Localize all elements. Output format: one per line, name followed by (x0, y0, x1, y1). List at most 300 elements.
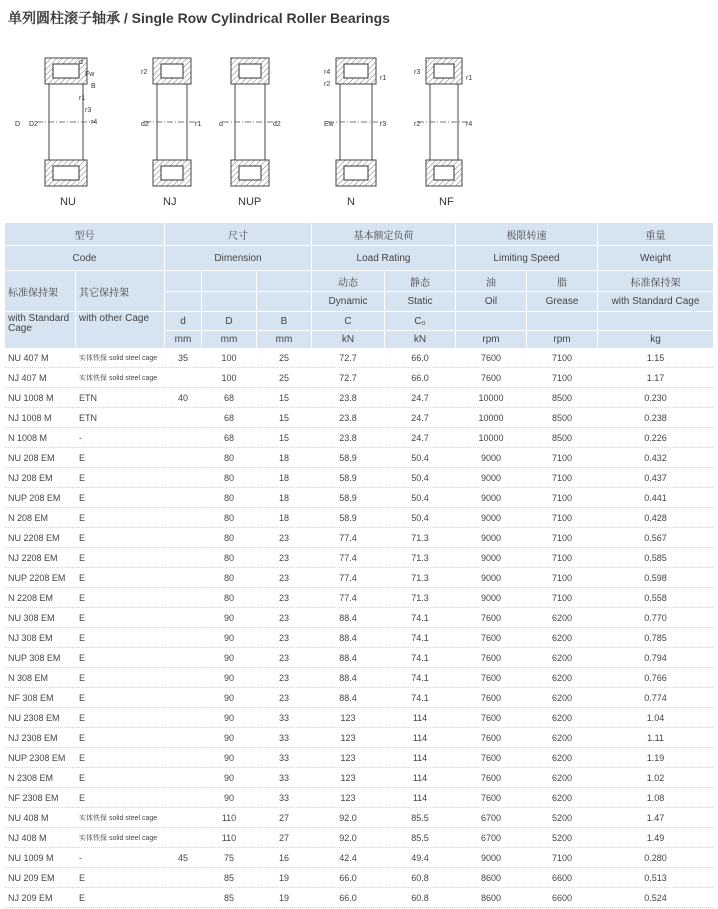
cell-weight: 1.15 (598, 349, 713, 368)
dimension-label: B (91, 83, 96, 90)
header-with-std-cage-en: with Standard Cage (598, 292, 713, 311)
header-empty (257, 292, 311, 311)
cell-d (165, 609, 201, 628)
cell-C: 92.0 (312, 829, 384, 848)
cell-code-std: N 2308 EM (5, 769, 75, 788)
header-with-std-cage-cn: 标准保持架 (598, 271, 713, 291)
page-title: 单列圆柱滚子轴承 / Single Row Cylindrical Roller Bearings (8, 10, 390, 26)
cell-code-other: E (76, 749, 164, 768)
cell-D: 75 (202, 849, 256, 868)
cell-C0: 50.4 (385, 489, 455, 508)
cell-D: 110 (202, 829, 256, 848)
table-row (5, 369, 713, 388)
cell-oil: 7600 (456, 729, 526, 748)
cell-C: 58.9 (312, 449, 384, 468)
roller-bottom (161, 166, 183, 180)
cell-B: 19 (257, 869, 311, 888)
cell-d (165, 549, 201, 568)
table-body (5, 349, 713, 908)
cell-C: 123 (312, 749, 384, 768)
cell-B: 33 (257, 769, 311, 788)
cell-grease: 7100 (527, 369, 597, 388)
cell-code-other: ETN (76, 409, 164, 428)
cell-d (165, 669, 201, 688)
cell-B: 15 (257, 409, 311, 428)
cell-d (165, 589, 201, 608)
cell-B: 23 (257, 629, 311, 648)
header-unit-kn: kN (312, 331, 384, 348)
cell-d (165, 649, 201, 668)
cell-grease: 6600 (527, 889, 597, 908)
cell-code-other: E (76, 729, 164, 748)
cell-oil: 7600 (456, 749, 526, 768)
table-row (5, 409, 713, 428)
cell-D: 85 (202, 889, 256, 908)
cell-oil: 7600 (456, 349, 526, 368)
table-row (5, 869, 713, 888)
cell-B: 18 (257, 509, 311, 528)
cell-weight: 0.437 (598, 469, 713, 488)
cell-weight: 0.524 (598, 889, 713, 908)
cell-code-std: NJ 2308 EM (5, 729, 75, 748)
cell-grease: 6200 (527, 709, 597, 728)
cell-oil: 9000 (456, 489, 526, 508)
cell-C0: 71.3 (385, 549, 455, 568)
cell-d (165, 749, 201, 768)
header-oil-cn: 油 (456, 271, 526, 291)
table-row (5, 609, 713, 628)
diagram-label-nj: NJ (163, 196, 177, 208)
cell-grease: 5200 (527, 809, 597, 828)
cell-oil: 9000 (456, 509, 526, 528)
cell-grease: 8500 (527, 429, 597, 448)
cell-grease: 7100 (527, 529, 597, 548)
cell-C0: 60.8 (385, 869, 455, 888)
header-empty (527, 312, 597, 330)
cell-D: 68 (202, 389, 256, 408)
header-unit-rpm: rpm (456, 331, 526, 348)
cell-code-other: E (76, 649, 164, 668)
cell-oil: 9000 (456, 589, 526, 608)
cell-D: 80 (202, 529, 256, 548)
diagram-label-nf: NF (439, 196, 454, 208)
header-unit-mm: mm (257, 331, 311, 348)
cell-d (165, 769, 201, 788)
cell-oil: 8600 (456, 869, 526, 888)
cell-weight: 1.49 (598, 829, 713, 848)
cell-oil: 9000 (456, 849, 526, 868)
cell-code-other: E (76, 529, 164, 548)
dimension-label: r2 (141, 69, 148, 76)
cell-d (165, 629, 201, 648)
cell-grease: 7100 (527, 569, 597, 588)
header-sym-B: B (257, 312, 311, 330)
cell-D: 68 (202, 409, 256, 428)
cell-weight: 0.766 (598, 669, 713, 688)
bearing-drawings (0, 30, 718, 220)
cell-weight: 1.11 (598, 729, 713, 748)
cell-D: 90 (202, 749, 256, 768)
header-model-cn: 型号 (5, 223, 164, 245)
cell-code-other: E (76, 569, 164, 588)
cell-D: 90 (202, 649, 256, 668)
table-row (5, 829, 713, 848)
table-row (5, 849, 713, 868)
cell-B: 25 (257, 349, 311, 368)
table-row (5, 509, 713, 528)
cell-weight: 0.770 (598, 609, 713, 628)
cell-code-std: NJ 408 M (5, 829, 75, 848)
cell-weight: 0.513 (598, 869, 713, 888)
cell-D: 100 (202, 349, 256, 368)
dimension-label: r1 (195, 121, 202, 128)
cell-code-std: NU 1008 M (5, 389, 75, 408)
cell-weight: 0.785 (598, 629, 713, 648)
cell-C: 58.9 (312, 469, 384, 488)
cell-code-other: E (76, 689, 164, 708)
header-load-en: Load Rating (312, 246, 455, 270)
cell-code-other: ETN (76, 389, 164, 408)
cell-C: 77.4 (312, 569, 384, 588)
table-row (5, 569, 713, 588)
cell-oil: 9000 (456, 469, 526, 488)
cell-grease: 6200 (527, 689, 597, 708)
cell-C0: 71.3 (385, 529, 455, 548)
cell-d (165, 489, 201, 508)
roller-bottom (53, 166, 79, 180)
roller-top (161, 64, 183, 78)
header-unit-mm: mm (202, 331, 256, 348)
cell-code-std: NF 2308 EM (5, 789, 75, 808)
header-sym-d: d (165, 312, 201, 330)
cell-C0: 60.8 (385, 889, 455, 908)
cell-grease: 7100 (527, 849, 597, 868)
cell-d (165, 449, 201, 468)
header-speed-en: Limiting Speed (456, 246, 597, 270)
header-empty (165, 271, 201, 291)
cell-C: 58.9 (312, 489, 384, 508)
cell-C0: 85.5 (385, 829, 455, 848)
cell-C: 123 (312, 769, 384, 788)
cell-C0: 24.7 (385, 429, 455, 448)
cell-C: 77.4 (312, 589, 384, 608)
cell-D: 110 (202, 809, 256, 828)
header-grease-cn: 脂 (527, 271, 597, 291)
dimension-label: r3 (380, 121, 387, 128)
cell-code-other: E (76, 869, 164, 888)
cell-oil: 9000 (456, 529, 526, 548)
cell-D: 90 (202, 669, 256, 688)
cell-weight: 1.17 (598, 369, 713, 388)
cell-d (165, 729, 201, 748)
table-row (5, 689, 713, 708)
cell-oil: 7600 (456, 369, 526, 388)
cell-d (165, 569, 201, 588)
cell-code-other: 实体铁保 solid steel cage (76, 829, 164, 848)
cell-grease: 6200 (527, 789, 597, 808)
cell-code-std: N 208 EM (5, 509, 75, 528)
cell-B: 23 (257, 689, 311, 708)
cell-D: 80 (202, 549, 256, 568)
cell-weight: 0.238 (598, 409, 713, 428)
cell-grease: 6200 (527, 729, 597, 748)
cell-code-other: E (76, 889, 164, 908)
cell-d (165, 369, 201, 388)
cell-B: 33 (257, 729, 311, 748)
cell-B: 23 (257, 669, 311, 688)
cell-oil: 7600 (456, 669, 526, 688)
cell-grease: 5200 (527, 829, 597, 848)
cell-C0: 114 (385, 729, 455, 748)
diagram-label-nu: NU (60, 196, 76, 208)
cell-weight: 1.47 (598, 809, 713, 828)
cell-C: 88.4 (312, 649, 384, 668)
cell-C: 123 (312, 789, 384, 808)
cell-code-std: N 308 EM (5, 669, 75, 688)
cell-B: 23 (257, 529, 311, 548)
cell-C: 77.4 (312, 529, 384, 548)
roller-bottom (434, 166, 454, 180)
table-row (5, 889, 713, 908)
cell-oil: 7600 (456, 609, 526, 628)
header-oil-en: Oil (456, 292, 526, 311)
cell-C0: 114 (385, 749, 455, 768)
cell-C: 77.4 (312, 549, 384, 568)
cell-grease: 8500 (527, 389, 597, 408)
cell-d (165, 469, 201, 488)
cell-B: 19 (257, 889, 311, 908)
cell-C0: 114 (385, 789, 455, 808)
cell-code-std: NUP 208 EM (5, 489, 75, 508)
header-model-en: Code (5, 246, 164, 270)
dimension-label: Fw (85, 71, 95, 78)
cell-grease: 6200 (527, 669, 597, 688)
cell-oil: 7600 (456, 689, 526, 708)
header-with-standard-cage: with Standard Cage (5, 312, 75, 348)
roller-top (239, 64, 261, 78)
header-dimension-en: Dimension (165, 246, 311, 270)
dimension-label: r1 (466, 75, 473, 82)
cell-code-other: E (76, 469, 164, 488)
dimension-label: r3 (85, 107, 92, 114)
cell-B: 33 (257, 789, 311, 808)
cell-D: 80 (202, 589, 256, 608)
header-with-other-cage: with other Cage (76, 312, 164, 348)
header-load-cn: 基本额定负荷 (312, 223, 455, 245)
header-static-en: Static (385, 292, 455, 311)
cell-B: 16 (257, 849, 311, 868)
table-row (5, 349, 713, 368)
cell-C: 88.4 (312, 609, 384, 628)
cell-d (165, 709, 201, 728)
cell-D: 80 (202, 449, 256, 468)
cell-B: 18 (257, 489, 311, 508)
dimension-label: d (219, 121, 223, 128)
cell-code-other: E (76, 489, 164, 508)
cell-D: 90 (202, 709, 256, 728)
cell-weight: 0.226 (598, 429, 713, 448)
cell-code-other: E (76, 509, 164, 528)
cell-d (165, 869, 201, 888)
cell-oil: 6700 (456, 829, 526, 848)
cell-code-std: NUP 308 EM (5, 649, 75, 668)
cell-code-std: NU 408 M (5, 809, 75, 828)
header-sym-D: D (202, 312, 256, 330)
cell-code-other: E (76, 769, 164, 788)
cell-grease: 6200 (527, 769, 597, 788)
cell-D: 80 (202, 469, 256, 488)
header-empty (598, 312, 713, 330)
cell-oil: 7600 (456, 789, 526, 808)
cell-code-std: NJ 209 EM (5, 889, 75, 908)
table-row (5, 549, 713, 568)
cell-weight: 0.230 (598, 389, 713, 408)
cell-code-other: E (76, 669, 164, 688)
cell-C: 72.7 (312, 369, 384, 388)
cell-grease: 7100 (527, 469, 597, 488)
diagram-label-n: N (347, 196, 355, 208)
header-weight-cn: 重量 (598, 223, 713, 245)
roller-top (344, 64, 368, 78)
bearing-table (4, 222, 714, 909)
dimension-label: d (79, 59, 83, 66)
cell-D: 90 (202, 689, 256, 708)
table-row (5, 529, 713, 548)
table-row (5, 429, 713, 448)
header-std-cage-cn: 标准保持架 (5, 271, 75, 311)
cell-d (165, 689, 201, 708)
cell-B: 15 (257, 389, 311, 408)
cell-weight: 0.585 (598, 549, 713, 568)
header-weight-en: Weight (598, 246, 713, 270)
cell-code-std: NJ 208 EM (5, 469, 75, 488)
cell-weight: 0.428 (598, 509, 713, 528)
cell-oil: 10000 (456, 429, 526, 448)
cell-C0: 74.1 (385, 629, 455, 648)
cell-C: 42.4 (312, 849, 384, 868)
table-row (5, 669, 713, 688)
header-empty (202, 292, 256, 311)
cell-oil: 7600 (456, 629, 526, 648)
table-row (5, 449, 713, 468)
cell-d: 40 (165, 389, 201, 408)
cell-D: 80 (202, 569, 256, 588)
dimension-label: D (15, 121, 21, 128)
cell-grease: 7100 (527, 509, 597, 528)
cell-C0: 66.0 (385, 369, 455, 388)
cell-C0: 85.5 (385, 809, 455, 828)
cell-D: 90 (202, 609, 256, 628)
table-row (5, 649, 713, 668)
cell-grease: 6200 (527, 749, 597, 768)
cell-oil: 8600 (456, 889, 526, 908)
cell-B: 27 (257, 809, 311, 828)
roller-bottom (239, 166, 261, 180)
table-row (5, 789, 713, 808)
cell-code-std: NF 308 EM (5, 689, 75, 708)
cell-code-std: NJ 308 EM (5, 629, 75, 648)
roller-top (434, 64, 454, 78)
cell-oil: 6700 (456, 809, 526, 828)
table-row (5, 629, 713, 648)
cell-grease: 8500 (527, 409, 597, 428)
header-empty (165, 292, 201, 311)
header-dynamic-cn: 动态 (312, 271, 384, 291)
cell-code-other: E (76, 709, 164, 728)
cell-C0: 50.4 (385, 509, 455, 528)
cell-code-std: NU 1009 M (5, 849, 75, 868)
cell-code-std: NUP 2308 EM (5, 749, 75, 768)
header-empty (456, 312, 526, 330)
cell-C0: 74.1 (385, 649, 455, 668)
cell-oil: 7600 (456, 649, 526, 668)
cell-code-std: N 1008 M (5, 429, 75, 448)
table-row (5, 709, 713, 728)
cell-B: 18 (257, 469, 311, 488)
cell-C: 88.4 (312, 629, 384, 648)
table-row (5, 389, 713, 408)
cell-d (165, 889, 201, 908)
cell-code-other: 实体铁保 solid steel cage (76, 349, 164, 368)
cell-D: 90 (202, 729, 256, 748)
cell-weight: 0.441 (598, 489, 713, 508)
cell-C0: 24.7 (385, 409, 455, 428)
header-unit-rpm: rpm (527, 331, 597, 348)
roller-top (53, 64, 79, 78)
header-sym-C0: C₀ (385, 312, 455, 330)
table-row (5, 489, 713, 508)
cell-d (165, 529, 201, 548)
cell-C0: 71.3 (385, 589, 455, 608)
cell-oil: 9000 (456, 549, 526, 568)
header-empty (202, 271, 256, 291)
cell-weight: 0.598 (598, 569, 713, 588)
cell-code-other: 实体铁保 solid steel cage (76, 369, 164, 388)
cell-grease: 7100 (527, 589, 597, 608)
cell-d: 45 (165, 849, 201, 868)
cell-B: 23 (257, 589, 311, 608)
cell-D: 80 (202, 509, 256, 528)
cell-C0: 24.7 (385, 389, 455, 408)
cell-D: 100 (202, 369, 256, 388)
cell-B: 23 (257, 569, 311, 588)
header-sym-C: C (312, 312, 384, 330)
table-row (5, 729, 713, 748)
dimension-label: r1 (380, 75, 387, 82)
header-empty (257, 271, 311, 291)
header-other-cage-cn: 其它保持架 (76, 271, 164, 311)
cell-B: 23 (257, 609, 311, 628)
cell-C0: 114 (385, 709, 455, 728)
cell-B: 18 (257, 449, 311, 468)
cell-D: 90 (202, 789, 256, 808)
diagram-label-nup: NUP (238, 196, 262, 208)
cell-C: 88.4 (312, 669, 384, 688)
cell-code-std: NU 308 EM (5, 609, 75, 628)
dimension-label: r2 (324, 81, 331, 88)
cell-code-other: E (76, 589, 164, 608)
cell-B: 25 (257, 369, 311, 388)
cell-C: 123 (312, 709, 384, 728)
cell-d (165, 789, 201, 808)
cell-weight: 0.558 (598, 589, 713, 608)
cell-grease: 7100 (527, 349, 597, 368)
header-dynamic-en: Dynamic (312, 292, 384, 311)
cell-code-std: NJ 2208 EM (5, 549, 75, 568)
cell-C: 23.8 (312, 409, 384, 428)
cell-weight: 0.794 (598, 649, 713, 668)
cell-code-other: 实体铁保 solid steel cage (76, 809, 164, 828)
